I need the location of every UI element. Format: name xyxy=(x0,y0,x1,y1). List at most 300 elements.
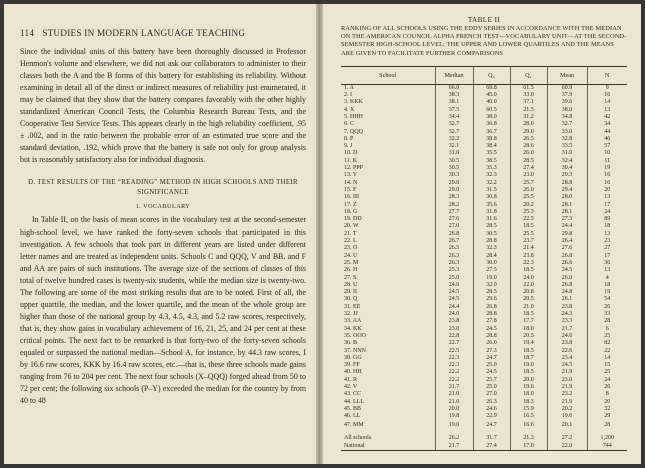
cell-median: 32.1 xyxy=(435,143,473,150)
cell-mean: 24.6 xyxy=(547,333,587,340)
table-row xyxy=(341,362,627,369)
cell-q1: 21.5 xyxy=(510,107,547,114)
cell-mean: 33.5 xyxy=(547,143,587,150)
table-row xyxy=(341,420,627,429)
cell-n: 11 xyxy=(604,157,611,164)
cell-q3: 25.0 xyxy=(473,362,510,369)
cell-n: 18 xyxy=(604,223,611,230)
cell-q3: 24.5 xyxy=(473,369,510,376)
cell-q3: 38.4 xyxy=(473,143,510,150)
cell-n: 36 xyxy=(604,259,611,266)
cell-mean: 21.7 xyxy=(547,326,587,333)
cell-q3: 32.2 xyxy=(473,180,510,187)
cell-school: 5. HHH xyxy=(341,114,435,121)
cell-q1: 18.0 xyxy=(510,326,547,333)
table-row xyxy=(341,238,627,245)
table-row xyxy=(341,340,627,347)
table-row xyxy=(341,406,627,413)
cell-mean: 19.6 xyxy=(547,413,587,420)
cell-n: 24 xyxy=(604,208,611,215)
cell-n: 44 xyxy=(604,128,611,135)
cell-q1: 37.1 xyxy=(510,99,547,106)
cell-mean: 26.8 xyxy=(547,253,587,260)
cell-q1: 18.3 xyxy=(510,399,547,406)
cell-n: 46 xyxy=(604,135,611,142)
cell-q3: 31.5 xyxy=(473,187,510,194)
cell-mean: 32.4 xyxy=(547,158,587,165)
cell-n: 15 xyxy=(604,362,611,369)
table-row xyxy=(341,223,627,230)
cell-n: 22 xyxy=(604,347,611,354)
ranking-table xyxy=(341,66,627,451)
cell-q3: 69.8 xyxy=(473,84,510,92)
cell-mean: 27.6 xyxy=(547,245,587,252)
table-row xyxy=(341,114,627,121)
cell-median: 23.8 xyxy=(435,318,473,325)
cell-n: 89 xyxy=(604,216,611,223)
cell-mean: 20.2 xyxy=(547,406,587,413)
cell-q1: 17.7 xyxy=(510,318,547,325)
cell-n: 10 xyxy=(604,150,611,157)
cell-median: 31.0 xyxy=(435,150,473,157)
cell-q3: 38.8 xyxy=(473,136,510,143)
cell-school: 47. MM xyxy=(341,420,435,429)
cell-q1: 26.0 xyxy=(510,150,547,157)
cell-mean: 60.9 xyxy=(547,84,587,92)
cell-median: 29.0 xyxy=(435,187,473,194)
cell-n: 25 xyxy=(604,332,611,339)
table-row xyxy=(341,326,627,333)
cell-school: 35. OOO xyxy=(341,333,435,340)
cell-school: 9. J xyxy=(341,143,435,150)
cell-q1: 22.0 xyxy=(510,282,547,289)
cell-mean: 23.3 xyxy=(547,318,587,325)
cell-q1: 21.0 xyxy=(510,304,547,311)
cell-mean: 32.7 xyxy=(547,121,587,128)
cell-school: 3. KKK xyxy=(341,99,435,106)
table-number: TABLE II xyxy=(467,16,501,24)
cell-school: 33. AA xyxy=(341,318,435,325)
table-row xyxy=(341,245,627,252)
cell-q1: 18.0 xyxy=(510,391,547,398)
cell-n: 24 xyxy=(604,376,611,383)
cell-school: 21. T xyxy=(341,231,435,238)
cell-n: 13 xyxy=(604,267,611,274)
table-row xyxy=(341,165,627,172)
table-row xyxy=(341,289,627,296)
cell-mean: 27.2 xyxy=(547,430,587,442)
cell-n: 29 xyxy=(604,413,611,420)
table-row xyxy=(341,348,627,355)
table-row xyxy=(341,399,627,406)
cell-q1: 19.0 xyxy=(510,362,547,369)
table-row xyxy=(341,121,627,128)
cell-school: 39. FF xyxy=(341,362,435,369)
cell-q1: 20.0 xyxy=(510,377,547,384)
cell-q3: 28.8 xyxy=(473,238,510,245)
cell-n: 28 xyxy=(604,318,611,325)
cell-q3: 28.8 xyxy=(473,333,510,340)
cell-median: 23.0 xyxy=(435,326,473,333)
cell-q3: 22.9 xyxy=(473,413,510,420)
cell-q1: 17.0 xyxy=(510,442,547,451)
cell-q3: 25.7 xyxy=(473,377,510,384)
cell-school: 38. GG xyxy=(341,355,435,362)
cell-n: 16 xyxy=(604,92,611,99)
header-median: Median xyxy=(435,66,473,84)
subheading: 1. VOCABULARY xyxy=(135,203,191,211)
cell-q3: 27.8 xyxy=(473,318,510,325)
cell-mean: 23.8 xyxy=(547,340,587,347)
table-row xyxy=(341,333,627,340)
cell-median: 32.7 xyxy=(435,121,473,128)
cell-q1: 33.0 xyxy=(510,92,547,99)
cell-q3: 38.5 xyxy=(473,158,510,165)
cell-q1: 23.8 xyxy=(510,253,547,260)
cell-n: 19 xyxy=(604,165,611,172)
cell-mean: 37.9 xyxy=(547,92,587,99)
table-row xyxy=(341,187,627,194)
cell-median: 38.1 xyxy=(435,99,473,106)
cell-n: 28 xyxy=(604,422,611,429)
cell-mean: 32.8 xyxy=(547,136,587,143)
cell-mean: 24.3 xyxy=(547,311,587,318)
cell-n: 13 xyxy=(604,194,611,201)
cell-q3: 32.0 xyxy=(473,282,510,289)
table-row xyxy=(341,384,627,391)
cell-n: 16 xyxy=(604,172,611,179)
cell-q3: 28.5 xyxy=(473,289,510,296)
cell-median: 32.7 xyxy=(435,129,473,136)
cell-school: 4. X xyxy=(341,107,435,114)
cell-mean: 21.9 xyxy=(547,399,587,406)
cell-median: 24.0 xyxy=(435,311,473,318)
cell-n: 16 xyxy=(604,179,611,186)
summary-row xyxy=(341,442,627,451)
cell-mean: 28.8 xyxy=(547,180,587,187)
cell-n: 54 xyxy=(604,296,611,303)
cell-n: 26 xyxy=(604,303,611,310)
cell-mean: 28.1 xyxy=(547,202,587,209)
cell-median: 29.0 xyxy=(435,180,473,187)
cell-mean: 26.8 xyxy=(547,282,587,289)
cell-mean: 21.9 xyxy=(547,369,587,376)
cell-mean: 22.6 xyxy=(547,348,587,355)
cell-school: 17. Z xyxy=(341,202,435,209)
cell-mean: 21.9 xyxy=(547,384,587,391)
cell-q1: 20.2 xyxy=(510,202,547,209)
cell-q1: 18.7 xyxy=(510,355,547,362)
cell-median: 22.2 xyxy=(435,377,473,384)
cell-school: 37. NNN xyxy=(341,348,435,355)
header-n: N xyxy=(587,66,627,84)
cell-mean: 33.0 xyxy=(547,129,587,136)
cell-q3: 26.0 xyxy=(473,340,510,347)
cell-q3: 26.3 xyxy=(473,399,510,406)
cell-mean: 29.4 xyxy=(547,187,587,194)
cell-mean: 20.1 xyxy=(547,420,587,429)
cell-q3: 30.0 xyxy=(473,260,510,267)
cell-school: 16. III xyxy=(341,194,435,201)
cell-school: 1. A xyxy=(341,84,435,92)
cell-n: 17 xyxy=(604,252,611,259)
cell-school: 31. EE xyxy=(341,304,435,311)
cell-q1: 18.5 xyxy=(510,369,547,376)
cell-school: 10. D xyxy=(341,150,435,157)
cell-q1: 20.8 xyxy=(510,289,547,296)
cell-q3: 31.8 xyxy=(473,209,510,216)
cell-n: 18 xyxy=(604,281,611,288)
cell-n: 33 xyxy=(604,311,611,318)
cell-median: 66.0 xyxy=(435,84,473,92)
cell-n: 744 xyxy=(587,442,627,451)
cell-median: 27.6 xyxy=(435,216,473,223)
cell-mean: 24.5 xyxy=(547,362,587,369)
cell-n: 20 xyxy=(604,398,611,405)
table-row xyxy=(341,369,627,376)
cell-q3: 32.3 xyxy=(473,172,510,179)
cell-mean: 24.5 xyxy=(547,267,587,274)
cell-q1: 25.7 xyxy=(510,180,547,187)
cell-q3: 24.5 xyxy=(473,326,510,333)
cell-mean: 38.0 xyxy=(547,107,587,114)
cell-q1: 25.5 xyxy=(510,194,547,201)
table-row xyxy=(341,143,627,150)
cell-school: 23. O xyxy=(341,245,435,252)
cell-mean: 22.0 xyxy=(547,442,587,451)
cell-n: 14 xyxy=(604,354,611,361)
cell-median: 24.5 xyxy=(435,289,473,296)
cell-q3: 35.6 xyxy=(473,202,510,209)
cell-n: 8 xyxy=(605,391,609,398)
left-page xyxy=(4,4,316,464)
cell-n: 25 xyxy=(604,369,611,376)
cell-school: National xyxy=(341,442,435,451)
cell-q1: 19.4 xyxy=(510,340,547,347)
cell-school: 20. W xyxy=(341,223,435,230)
table-row xyxy=(341,296,627,303)
cell-median: 32.2 xyxy=(435,136,473,143)
cell-q1: 25.3 xyxy=(510,209,547,216)
cell-n: 42 xyxy=(604,114,611,120)
table-row xyxy=(341,355,627,362)
table-row xyxy=(341,231,627,238)
cell-median: 24.4 xyxy=(435,304,473,311)
cell-q3: 32.3 xyxy=(473,245,510,252)
cell-school: 8. P xyxy=(341,136,435,143)
cell-q3: 27.5 xyxy=(473,267,510,274)
cell-median: 21.0 xyxy=(435,391,473,398)
table-row xyxy=(341,136,627,143)
table-row xyxy=(341,129,627,136)
cell-q3: 24.7 xyxy=(473,420,510,429)
cell-mean: 23.8 xyxy=(547,304,587,311)
cell-school: 43. CC xyxy=(341,391,435,398)
cell-median: 27.0 xyxy=(435,223,473,230)
table-row xyxy=(341,158,627,165)
table-row xyxy=(341,413,627,420)
table-row xyxy=(341,318,627,325)
table-row xyxy=(341,202,627,209)
cell-median: 20.0 xyxy=(435,406,473,413)
cell-q1: 28.5 xyxy=(510,158,547,165)
cell-school: 36. B xyxy=(341,340,435,347)
cell-mean: 39.6 xyxy=(547,99,587,106)
cell-n: 23 xyxy=(604,238,611,245)
cell-school: 46. LL xyxy=(341,413,435,420)
cell-q3: 45.0 xyxy=(473,92,510,99)
cell-mean: 24.8 xyxy=(547,289,587,296)
cell-q1: 18.5 xyxy=(510,223,547,230)
cell-q3: 28.4 xyxy=(473,253,510,260)
cell-q3: 36.8 xyxy=(473,121,510,128)
table-row xyxy=(341,391,627,398)
cell-n: 34 xyxy=(604,121,611,128)
cell-median: 22.5 xyxy=(435,348,473,355)
cell-median: 22.7 xyxy=(435,340,473,347)
cell-q3: 27.3 xyxy=(473,348,510,355)
cell-school: 19. DD xyxy=(341,216,435,223)
cell-mean: 28.0 xyxy=(547,194,587,201)
table-row xyxy=(341,311,627,318)
cell-school: 44. LLL xyxy=(341,399,435,406)
cell-mean: 30.4 xyxy=(547,165,587,172)
right-body xyxy=(341,16,627,451)
cell-median: 26.5 xyxy=(435,245,473,252)
cell-median: 28.3 xyxy=(435,194,473,201)
cell-school: 13. Y xyxy=(341,172,435,179)
table-row xyxy=(341,267,627,274)
right-page xyxy=(323,4,641,464)
cell-school: 34. KK xyxy=(341,326,435,333)
cell-q1: 16.6 xyxy=(510,420,547,429)
cell-median: 30.5 xyxy=(435,165,473,172)
table-row xyxy=(341,253,627,260)
cell-n: 13 xyxy=(604,106,611,113)
cell-q3: 38.0 xyxy=(473,114,510,121)
table-row xyxy=(341,209,627,216)
header-school: School xyxy=(341,66,435,84)
cell-school: 22. L xyxy=(341,238,435,245)
cell-q1: 18.5 xyxy=(510,267,547,274)
cell-q1: 26.0 xyxy=(510,187,547,194)
cell-median: 38.3 xyxy=(435,92,473,99)
cell-q3: 36.7 xyxy=(473,129,510,136)
cell-school: 32. JJ xyxy=(341,311,435,318)
cell-median: 37.5 xyxy=(435,107,473,114)
cell-q3: 25.0 xyxy=(473,384,510,391)
cell-school: 45. BB xyxy=(341,406,435,413)
cell-n: 13 xyxy=(604,230,611,237)
cell-q3: 35.3 xyxy=(473,165,510,172)
page-number: 114 xyxy=(20,28,35,38)
cell-q1: 22.3 xyxy=(510,260,547,267)
table-row xyxy=(341,107,627,114)
cell-school: 14. N xyxy=(341,180,435,187)
cell-n: 82 xyxy=(604,340,611,347)
cell-n: 9 xyxy=(605,84,609,91)
cell-q1: 19.6 xyxy=(510,384,547,391)
cell-mean: 29.8 xyxy=(547,231,587,238)
cell-q1: 15.9 xyxy=(510,406,547,413)
cell-school: 2. I xyxy=(341,92,435,99)
cell-q3: 31.7 xyxy=(473,430,510,442)
cell-school: 28. U xyxy=(341,282,435,289)
cell-median: 24.6 xyxy=(435,282,473,289)
cell-q3: 29.6 xyxy=(473,296,510,303)
cell-n: 1,200 xyxy=(600,434,614,441)
cell-q3: 19.0 xyxy=(473,275,510,282)
paragraph: In Table II, on the basis of mean scores in the vocabulary test at the second-semester high-school level, we have ranked the forty-seven schools that participated in this investigation. A few schools that took part in different years are listed under different letter names and are treated as independent units. Schools C and QQQ, V and BB, and F and AA are pairs of such institutions. The average size of the sections of classes of this total of twelve hundred cases is twenty-six students, while the median size is twenty-two. The following are some of the most striking results that are to be noted. First of all, the upper quartile, the median, and the lower quartile, and the mean of the whole group are higher than those of the national group by 4.3, 4.5, 4.3, and 5.2 raw scores, respectively, that is, they show gains in vocabulary achievement of 16, 21, 25, and 24 per cent at these critical points. The next fact to be remarked is that forty-two of the forty-seven schools equaled or surpassed the national median—School A, for instance, by 44.3 raw scores, I by 16.6 raw scores, KKK by 16.4 raw scores, etc.—that is, these three schools made gains ranging from 76 to 204 per cent. The next four schools (X–QQQ) forged ahead from 50 to 72 per cent; the following six schools (P–Y) exceeded the median for the country by from 40 to 48 xyxy=(20,215,306,406)
cell-q3: 24.7 xyxy=(473,355,510,362)
cell-q1: 23.0 xyxy=(510,172,547,179)
header-mean: Mean xyxy=(547,66,587,84)
book-spine xyxy=(316,4,323,464)
cell-q3: 40.0 xyxy=(473,99,510,106)
cell-n: 20 xyxy=(604,186,611,193)
cell-median: 19.8 xyxy=(435,413,473,420)
table-header-row xyxy=(341,66,627,84)
cell-q1: 18.5 xyxy=(510,311,547,318)
cell-q1: 25.5 xyxy=(510,231,547,238)
cell-school: 27. S xyxy=(341,275,435,282)
cell-mean: 26.1 xyxy=(547,296,587,303)
left-body xyxy=(20,46,306,407)
cell-school: 24. U xyxy=(341,253,435,260)
cell-school: 12. PPP xyxy=(341,165,435,172)
cell-median: 26.8 xyxy=(435,231,473,238)
cell-school: 15. F xyxy=(341,187,435,194)
cell-school: 41. R xyxy=(341,377,435,384)
cell-mean: 23.0 xyxy=(547,377,587,384)
cell-school: 25. M xyxy=(341,260,435,267)
table-row xyxy=(341,99,627,106)
cell-q3: 28.8 xyxy=(473,311,510,318)
cell-q1: 16.5 xyxy=(510,413,547,420)
cell-q1: 29.0 xyxy=(510,129,547,136)
cell-median: 24.5 xyxy=(435,296,473,303)
cell-q1: 27.4 xyxy=(510,165,547,172)
cell-school: 26. H xyxy=(341,267,435,274)
cell-median: 19.0 xyxy=(435,420,473,429)
cell-n: 17 xyxy=(604,201,611,208)
cell-q1: 61.5 xyxy=(510,84,547,92)
cell-q1: 22.5 xyxy=(510,216,547,223)
cell-school: 7. QQQ xyxy=(341,129,435,136)
cell-mean: 27.3 xyxy=(547,216,587,223)
summary-row xyxy=(341,430,627,442)
cell-median: 21.7 xyxy=(435,442,473,451)
cell-q3: 31.6 xyxy=(473,216,510,223)
cell-school: 40. HH xyxy=(341,369,435,376)
cell-school: 18. G xyxy=(341,209,435,216)
table-body xyxy=(341,84,627,450)
cell-q1: 21.3 xyxy=(510,430,547,442)
table-row xyxy=(341,84,627,92)
cell-q3: 24.6 xyxy=(473,406,510,413)
cell-median: 22.3 xyxy=(435,362,473,369)
cell-median: 26.3 xyxy=(435,253,473,260)
cell-n: 57 xyxy=(604,143,611,150)
cell-median: 21.7 xyxy=(435,384,473,391)
header-q1: Q₁ xyxy=(510,66,547,84)
cell-median: 22.3 xyxy=(435,355,473,362)
table-row xyxy=(341,172,627,179)
cell-n: 19 xyxy=(604,289,611,296)
cell-q3: 60.5 xyxy=(473,107,510,114)
cell-mean: 26.6 xyxy=(547,260,587,267)
cell-median: 21.0 xyxy=(435,399,473,406)
